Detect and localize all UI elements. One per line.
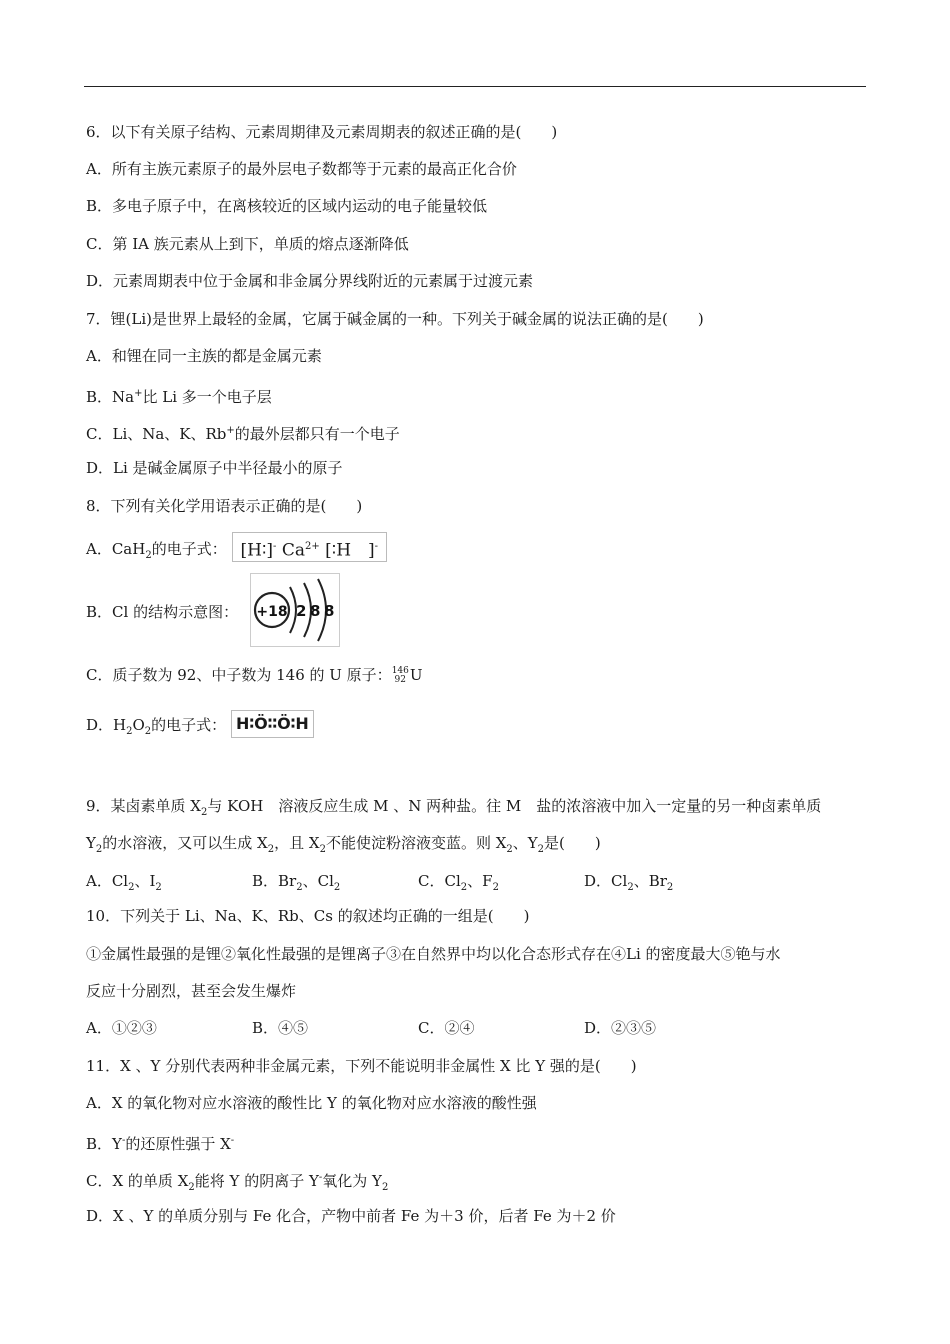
q6-option-a: A．所有主族元素原子的最外层电子数都等于元素的最高正化合价 [86, 160, 517, 178]
q10-option-c: C．②④ [418, 1019, 475, 1037]
q10-options [86, 1018, 750, 1038]
shell-1-count: 2 [296, 602, 307, 620]
q9-option-d: D．$Cl_2$、$Br_2$ [584, 872, 674, 893]
q7-stem: 7．锂(Li)是世界上最轻的金属，它属于碱金属的一种。下列关于碱金属的说法正确的是( ) [86, 310, 704, 328]
q11-stem: 11．X 、Y 分别代表两种非金属元素，下列不能说明非金属性 X 比 Y 强的是( ) [86, 1057, 637, 1075]
q10-stem: 10．下列关于 Li、Na、K、Rb、Cs 的叙述均正确的一组是( ) [86, 907, 530, 925]
q7-option-a: A．和锂在同一主族的都是金属元素 [86, 347, 322, 365]
q11-option-d: D．X 、Y 的单质分别与 Fe 化合，产物中前者 Fe 为＋3 价，后者 Fe 为＋2 价 [86, 1207, 616, 1225]
q9-option-c: C．$Cl_2$、$F_2$ [418, 872, 499, 893]
q9-line-1: 9．某卤素单质 $X_2$与 KOH 溶液反应生成 M 、N 两种盐。往 M 盐的浓溶液中加入一定量的另一种卤素单质 [86, 797, 822, 818]
q8-option-d: D．$H_2O_2$的电子式： H∶Ö∶∶Ö∶H [86, 714, 314, 742]
q10-statements-line-2: 反应十分剧烈，甚至会发生爆炸 [86, 982, 297, 1000]
q8-option-b-text: B．Cl 的结构示意图： [86, 603, 239, 621]
q6-option-c: C．第 IA 族元素从上到下，单质的熔点逐渐降低 [86, 235, 409, 253]
q7-option-b: B．Na+比 Li 多一个电子层 [86, 388, 272, 406]
q11-option-c: C．X 的单质 $X_2$能将 Y 的阴离子 Y-氧化为 $Y_2$ [86, 1172, 389, 1193]
q8-stem: 8．下列有关化学用语表示正确的是( ) [86, 497, 363, 515]
q7-option-c: C．Li、Na、K、Rb+的最外层都只有一个电子 [86, 425, 400, 443]
h2o2-electron-formula-image: H∶Ö∶∶Ö∶H [231, 710, 314, 738]
shell-3-count: 8 [324, 602, 335, 620]
q11-option-a: A．X 的氧化物对应水溶液的酸性比 Y 的氧化物对应水溶液的酸性强 [86, 1094, 537, 1112]
q10-option-a: A．①②③ [86, 1019, 157, 1037]
q9-options [86, 871, 750, 898]
q10-option-d: D．②③⑤ [584, 1019, 657, 1037]
cl-nucleus-label: +18 [256, 604, 288, 620]
q6-option-d: D．元素周期表中位于金属和非金属分界线附近的元素属于过渡元素 [86, 272, 534, 290]
cl-atom-structure-diagram [250, 573, 340, 647]
header-rule [84, 86, 866, 87]
cah2-electron-formula-image: [H∶]- $Ca^{2+}$ [∶H ]- [232, 532, 388, 562]
q8-option-a: A．CaH$_2$的电子式： [H∶]- $Ca^{2+}$ [∶H ]- [86, 538, 387, 566]
q10-statements-line-1: ①金属性最强的是锂②氧化性最强的是锂离子③在自然界中均以化合态形式存在④Li 的密度最大⑤铯与水 [86, 945, 781, 963]
q6-stem: 6．以下有关原子结构、元素周期律及元素周期表的叙述正确的是( ) [86, 123, 558, 141]
q9-option-b: B．$Br_2$、$Cl_2$ [252, 872, 341, 893]
q9-option-a: A．$Cl_2$、$I_2$ [86, 872, 162, 893]
q11-option-b: B．Y-的还原性强于 X- [86, 1135, 235, 1153]
q6-option-b: B．多电子原子中，在离核较近的区域内运动的电子能量较低 [86, 197, 488, 215]
q10-option-b: B．④⑤ [252, 1019, 309, 1037]
q7-option-d: D．Li 是碱金属原子中半径最小的原子 [86, 459, 343, 477]
shell-2-count: 8 [310, 602, 321, 620]
q9-line-2: $Y_2$的水溶液，又可以生成 $X_2$，且 $X_2$不能使淀粉溶液变蓝。则 $X_2$、$Y_2$是( ) [86, 834, 601, 855]
q8-option-c: C．质子数为 92、中子数为 146 的 U 原子：146 92 U [86, 666, 423, 685]
